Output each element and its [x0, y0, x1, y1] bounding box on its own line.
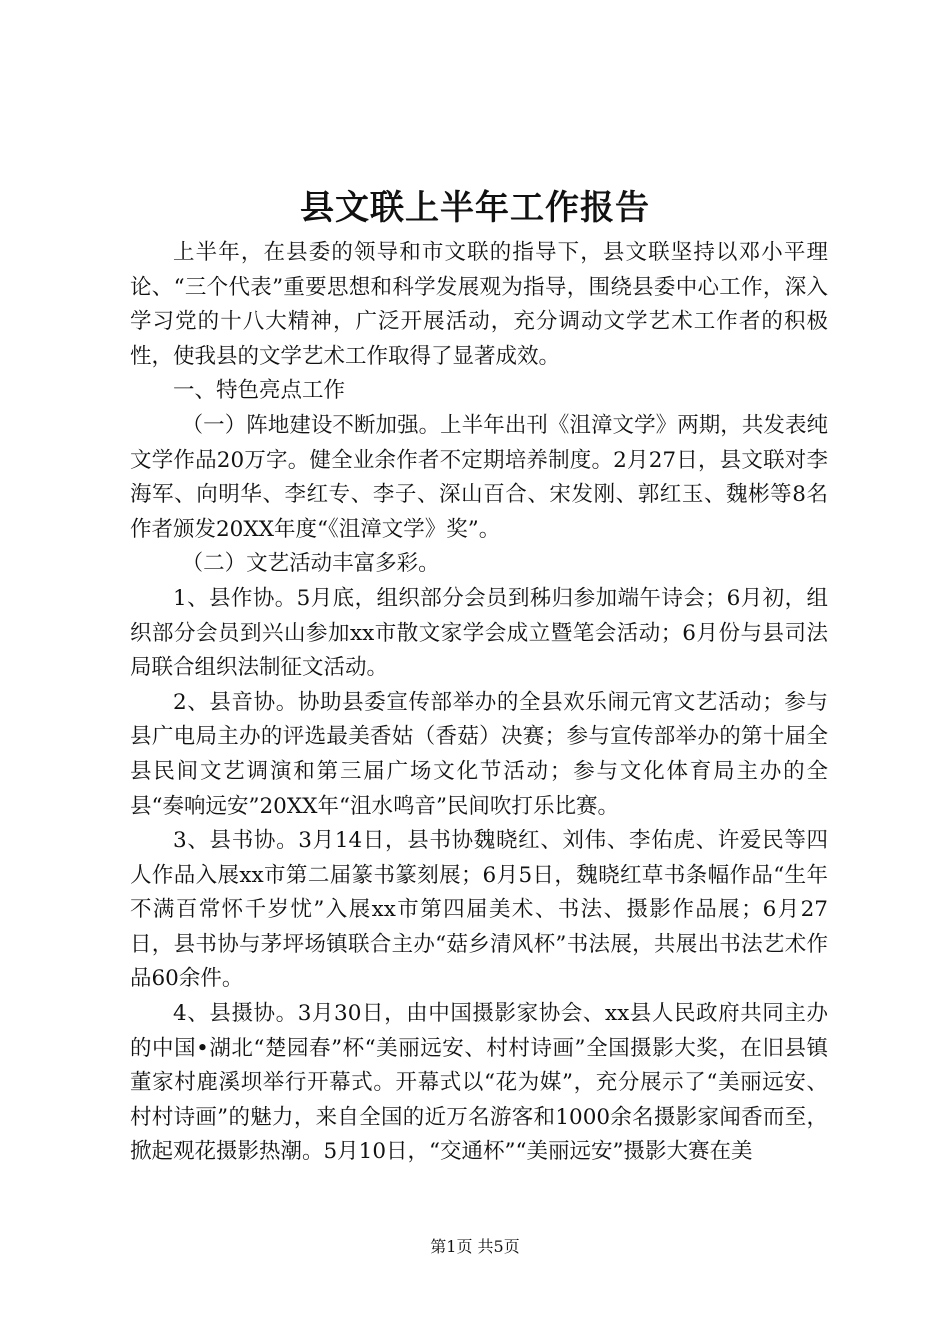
section-heading-1: 一、特色亮点工作	[173, 378, 346, 404]
paragraph-intro: 上半年，在县委的领导和市文联的指导下，县文联坚持以邓小平理论、“三个代表”重要思想和科学发展观为指导，围绕县委中心工作，深入学习党的十八大精神，广泛开展活动，充分调动文学艺术工作者的积极性，使我县的文学艺术工作取得了显著成效。	[130, 240, 828, 369]
page-number-footer: 第1页 共5页	[430, 1237, 520, 1256]
document-body	[130, 236, 828, 1170]
subsection-1: （一）阵地建设不断加强。上半年出刊《沮漳文学》两期，共发表纯文学作品20万字。健全业余作者不定期培养制度。2月27日，县文联对李海军、向明华、李红专、李子、深山百合、宋发刚、郭红玉、魏彬等8名作者颁发20XX年度“《沮漳文学》奖”。	[130, 412, 828, 542]
item-photography-association: 4、县摄协。3月30日，由中国摄影家协会、xx县人民政府共同主办的中国•湖北“楚园春”杯“美丽远安、村村诗画”全国摄影大奖，在旧县镇董家村鹿溪坝举行开幕式。开幕式以“花为媒”，充分展示了“美丽远安、村村诗画”的魅力，来自全国的近万名游客和1000余名摄影家闻香而至，掀起观花摄影热潮。5月10日，“交通杯”“美丽远安”摄影大赛在美	[130, 1001, 828, 1165]
item-calligraphy-association: 3、县书协。3月14日，县书协魏晓红、刘伟、李佑虎、许爱民等四人作品入展xx市第二届篆书篆刻展；6月5日，魏晓红草书条幅作品“生年不满百常怀千岁忧”入展xx市第四届美术、书法、摄影作品展；6月27日，县书协与茅坪场镇联合主办“菇乡清风杯”书法展，共展出书法艺术作品60余件。	[130, 828, 828, 992]
subsection-2: （二）文艺活动丰富多彩。	[181, 551, 440, 577]
item-music-association: 2、县音协。协助县委宣传部举办的全县欢乐闹元宵文艺活动；参与县广电局主办的评选最美香姑（香菇）决赛；参与宣传部举办的第十届全县民间文艺调演和第三届广场文化节活动；参与文化体育局主办的全县“奏响远安”20XX年“沮水鸣音”民间吹打乐比赛。	[130, 689, 828, 819]
item-writers-association: 1、县作协。5月底，组织部分会员到秭归参加端午诗会；6月初，组织部分会员到兴山参加xx市散文家学会成立暨笔会活动；6月份与县司法局联合组织法制征文活动。	[130, 585, 828, 681]
document-title: 县文联上半年工作报告	[300, 188, 650, 228]
